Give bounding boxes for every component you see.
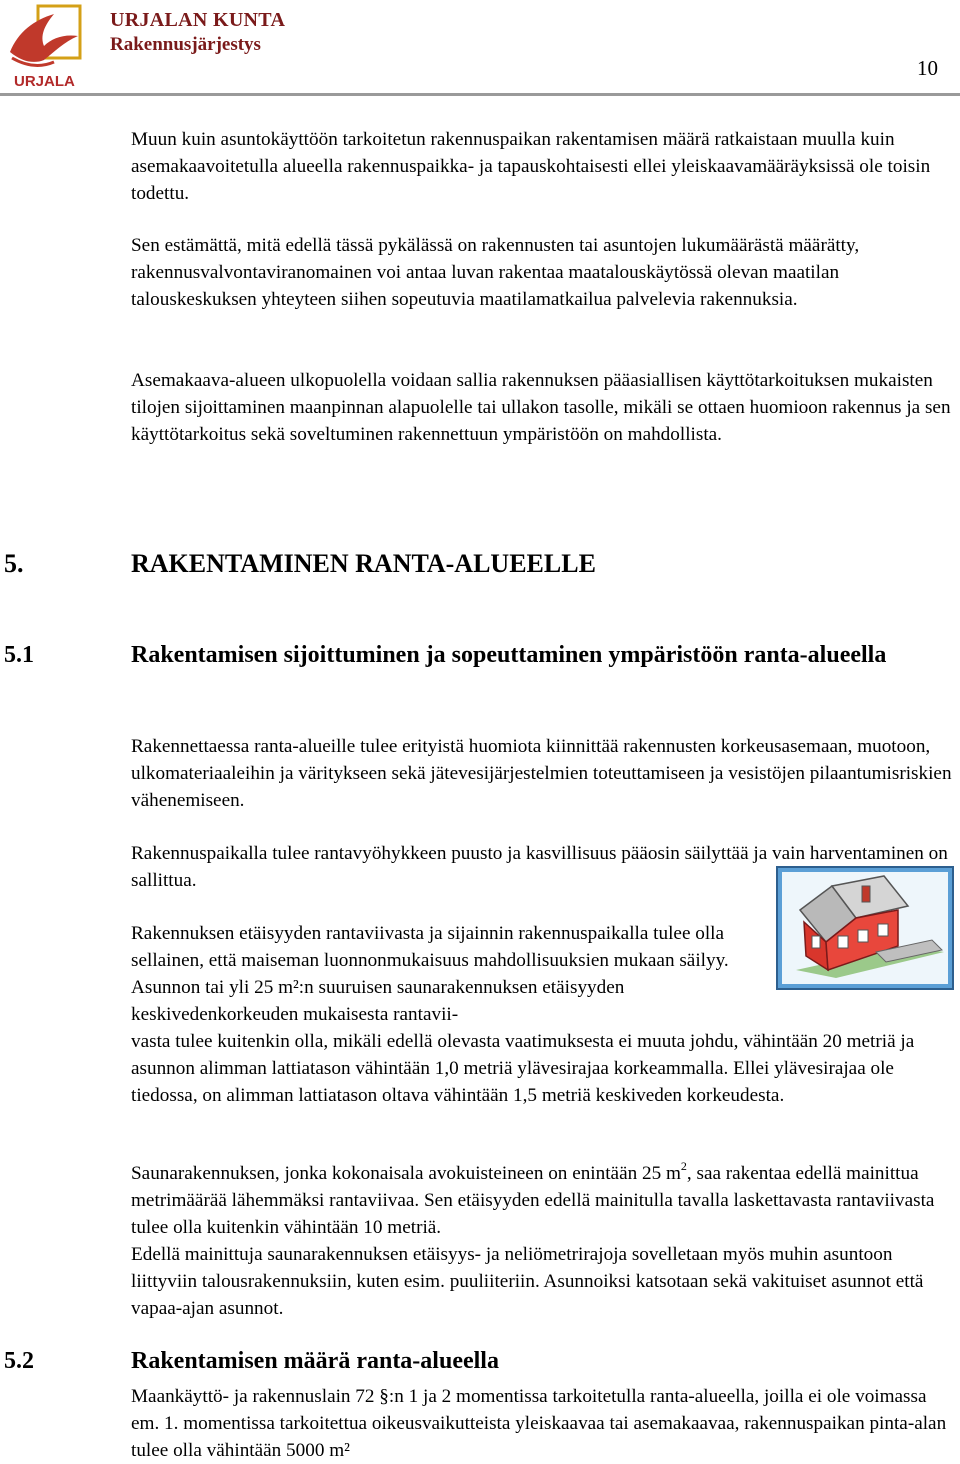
paragraph-6-top: Rakennuksen etäisyyden rantaviivasta ja sijainnin rakennuspaikalla tulee olla sellainen, että maiseman luonnonmukaisuus mahdollisuuksien mukaan säilyy. Asunnon tai yli 25 m²:n suuruisen saunarakennuksen etäisyyden keskivedenkorkeuden mukaisesta rantavii- [131,923,729,1025]
urjala-logo [4,2,84,92]
paragraph-5: Rakennuspaikalla tulee rantavyöhykkeen puusto ja kasvillisuus pääosin säilyttää ja vain harventaminen on sallittua. [131,843,948,891]
paragraph-1: Muun kuin asuntokäyttöön tarkoitetun rakennuspaikan rakentamisen määrä ratkaistaan muulla kuin asemakaavoitetulla alueella rakennuspaikka- ja tapauskohtaisesti ellei yleiskaavamääräyksissä ole toisin todettu. [131,129,931,204]
page-header [0,0,960,100]
subsection-heading-5-2 [4,1346,911,1376]
subsection-heading-5-1 [4,640,911,670]
paragraph-7 [131,1160,957,1241]
org-name: URJALAN KUNTA [110,9,286,31]
subsection-title: Rakentamisen sijoittuminen ja sopeuttaminen ympäristöön ranta-alueella [131,642,887,668]
paragraph-9: Maankäyttö- ja rakennuslain 72 §:n 1 ja 2 momentissa tarkoitetulla ranta-alueella, joilla ei ole voimassa em. 1. momentissa tarkoitettua oikeusvaikutteista yleiskaavaa tai asemakaavaa, rakennuspaikan pinta-alan tulee olla vähintään 5000 m² [131,1386,947,1461]
paragraph-2: Sen estämättä, mitä edellä tässä pykälässä on rakennusten tai asuntojen lukumäärästä määrätty, rakennusvalvontaviranomainen voi antaa luvan rakentaa maatalouskäytössä olevan maatilan talouskeskuksen yhteyteen siihen sopeutuvia maatilamatkailua palvelevia rakennuksia. [131,235,860,310]
section-title: RAKENTAMINEN RANTA-ALUEELLE [131,549,596,578]
house-clipart-icon [776,866,954,990]
header-rule [0,93,960,96]
subsection-title: Rakentamisen määrä ranta-alueella [131,1348,499,1374]
subsection-number: 5.2 [4,1348,34,1374]
paragraph-7-part-b: , saa rakentaa edellä mainittua metrimäärää lähemmäksi rantaviivaa. Sen etäisyyden edellä mainitulla tavalla laskettavasta rantaviivasta tulee olla kuitenkin vähintään 10 metriä. [131,1163,935,1238]
section-number: 5. [4,549,24,578]
logo-text: URJALA [14,73,75,90]
superscript-2: 2 [680,1158,687,1173]
page-number: 10 [917,56,938,80]
paragraph-8: Edellä mainittuja saunarakennuksen etäisyys- ja neliömetrirajoja sovelletaan myös muhin asuntoon liittyviin talousrakennuksiin, kuten esim. puuliiteriin. Asunnoiksi katsotaan sekä vakituiset asunnot että vapaa-ajan asunnot. [131,1244,924,1319]
section-heading-5 [4,549,596,579]
paragraph-6-bottom: vasta tulee kuitenkin olla, mikäli edellä olevasta vaatimuksesta ei muuta johdu, vähintään 20 metriä ja asunnon alimman lattiatason vähintään 1,0 metriä ylävesirajaa korkeammalla. Ellei ylävesirajaa ole tiedossa, on alimman lattiatason oltava vähintään 1,5 metriä keskiveden korkeudesta. [131,1031,915,1106]
paragraph-7-part-a: Saunarakennuksen, jonka kokonaisala avokuisteineen on enintään 25 m [131,1163,681,1184]
paragraph-3: Asemakaava-alueen ulkopuolella voidaan sallia rakennuksen pääasiallisen käyttötarkoituksen mukaisten tilojen sijoittaminen maanpinnan alapuolelle tai ullakon tasolle, mikäli se ottaen huomioon rakennus ja sen käyttötarkoitus sekä soveltuminen rakennettuun ympäristöön on mahdollista. [131,370,951,445]
paragraph-4: Rakennettaessa ranta-alueille tulee erityistä huomiota kiinnittää rakennusten korkeusasemaan, muotoon, ulkomateriaaleihin ja väritykseen sekä jätevesijärjestelmien toteuttamiseen ja vesistöjen pilaantumisriskien vähenemiseen. [131,736,952,811]
document-title: Rakennusjärjestys [110,34,261,55]
subsection-number: 5.1 [4,642,34,668]
